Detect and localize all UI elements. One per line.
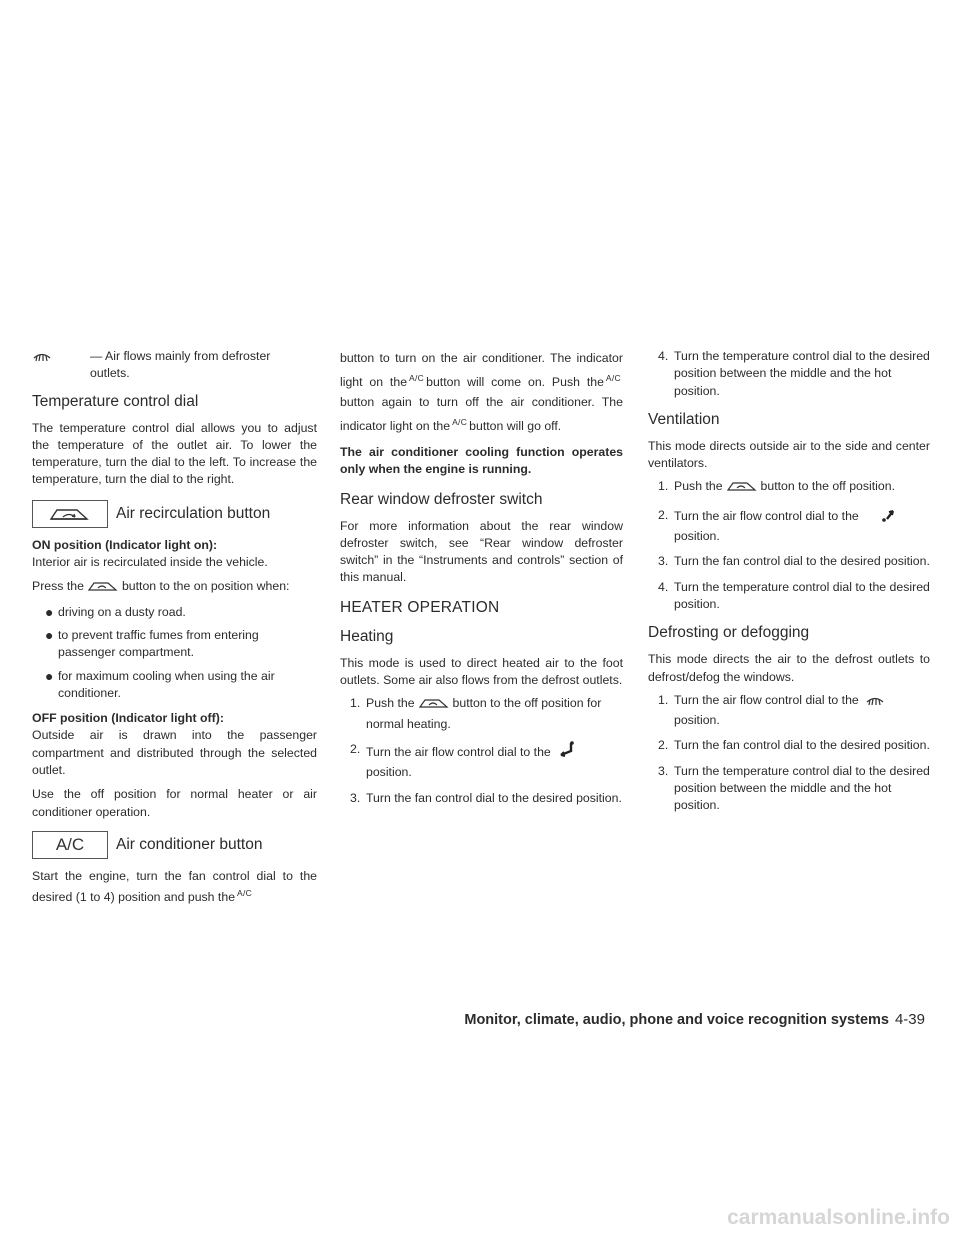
- ventilation-heading: Ventilation: [648, 410, 720, 428]
- list-item: ● to prevent traffic fumes from entering passenger compartment.: [45, 626, 259, 660]
- rear-defroster-text: For more information about the rear window defroster switch, see “Rear window defroster switch” in the “Instruments and controls” section of this manual.: [340, 518, 623, 585]
- air-conditioner-heading: Air conditioner button: [116, 835, 263, 853]
- air-recirculation-heading-row: [32, 500, 317, 528]
- watermark: carmanualsonline.info: [727, 1206, 950, 1229]
- footer-section-title: Monitor, climate, audio, phone and voice recognition systems: [464, 1012, 889, 1028]
- page-footer: [430, 1011, 925, 1029]
- list-item: 2. Turn the fan control dial to the desired position.: [658, 738, 930, 753]
- start-engine-text: Start the engine, turn the fan control dial to the desired (1 to 4) position and push the A/C: [32, 868, 317, 905]
- recirculation-icon: [417, 696, 451, 715]
- ac-icon: A/C: [452, 417, 468, 427]
- ac-icon: A/C: [409, 373, 425, 383]
- temperature-control-text: The temperature control dial allows you to adjust the temperature of the outlet air. To lower the temperature, turn the dial to the left. To increase the temperature, turn the dial to the right.: [32, 420, 317, 487]
- list-item: 3. Turn the fan control dial to the desired position.: [350, 790, 622, 805]
- on-position-text: Interior air is recirculated inside the vehicle.: [32, 555, 268, 570]
- off-position-heading: OFF position (Indicator light off):: [32, 711, 224, 726]
- floor-airflow-icon: [553, 741, 577, 764]
- list-item: 1. Push the button to the off position for normal heating.: [350, 696, 602, 731]
- ac-engine-note: The air conditioner cooling function operates only when the engine is running.: [340, 445, 623, 477]
- column-left: [32, 348, 317, 907]
- heater-operation-heading: HEATER OPERATION: [340, 598, 500, 616]
- list-item: ● driving on a dusty road.: [45, 603, 186, 620]
- use-off-text: Use the off position for normal heater or air conditioner operation.: [32, 787, 317, 819]
- air-conditioner-heading-row: [32, 831, 317, 859]
- rear-defroster-heading: Rear window defroster switch: [340, 490, 543, 508]
- defrost-icon: [865, 693, 885, 712]
- heating-text: This mode is used to direct heated air to the foot outlets. Some air also flows from the defrost outlets.: [340, 655, 623, 688]
- defrost-mode-item: — Air flows mainly from defroster outlets.: [32, 348, 317, 383]
- air-recirculation-heading: Air recirculation button: [116, 504, 271, 522]
- ventilation-text: This mode directs outside air to the side and center ventilators.: [648, 438, 930, 471]
- recirculation-icon: [86, 579, 120, 598]
- heating-heading: Heating: [340, 627, 394, 645]
- list-item: 2. Turn the air flow control dial to the position.: [648, 507, 930, 546]
- recirculation-icon: [725, 479, 759, 498]
- list-item: ● for maximum cooling when using the air conditioner.: [45, 667, 275, 700]
- ac-icon-box: A/C: [32, 831, 108, 859]
- recirculation-icon-box: [32, 500, 108, 528]
- off-position-text: Outside air is drawn into the passenger compartment and distributed through the selected outlet.: [32, 728, 317, 778]
- list-item: 2. Turn the air flow control dial to the position.: [340, 741, 623, 782]
- ac-continued-text: button to turn on the air conditioner. The indicator light on the A/C button will come on. Push the A/Cbutton again to turn off the air conditioner. The indicator light on the A/C button will go off.: [340, 351, 623, 433]
- on-position-heading: ON position (Indicator light on):: [32, 537, 218, 552]
- press-text: Press the button to the on position when:: [32, 578, 317, 598]
- column-middle: [340, 348, 623, 807]
- defrosting-text: This mode directs the air to the defrost outlets to defrost/defog the windows.: [648, 652, 930, 684]
- recirculation-icon: [47, 504, 93, 524]
- list-item: 4. Turn the temperature control dial to the desired position.: [658, 579, 930, 611]
- list-item: 1. Turn the air flow control dial to the position.: [648, 692, 930, 730]
- defrost-icon: [32, 349, 52, 368]
- list-item: 1. Push the button to the off position.: [648, 478, 930, 498]
- page-number: 4-39: [894, 1011, 925, 1028]
- ac-icon: A/C: [605, 373, 621, 383]
- list-item: 4. Turn the temperature control dial to the desired position between the middle and the hot position.: [658, 349, 930, 398]
- face-airflow-icon: [877, 507, 897, 528]
- list-item: 3. Turn the temperature control dial to the desired position between the middle and the hot position.: [658, 763, 930, 813]
- column-right: [648, 348, 930, 815]
- list-item: 3. Turn the fan control dial to the desired position.: [658, 554, 930, 569]
- ac-icon: A/C: [237, 888, 253, 899]
- temperature-control-heading: Temperature control dial: [32, 392, 199, 410]
- defrosting-heading: Defrosting or defogging: [648, 624, 810, 642]
